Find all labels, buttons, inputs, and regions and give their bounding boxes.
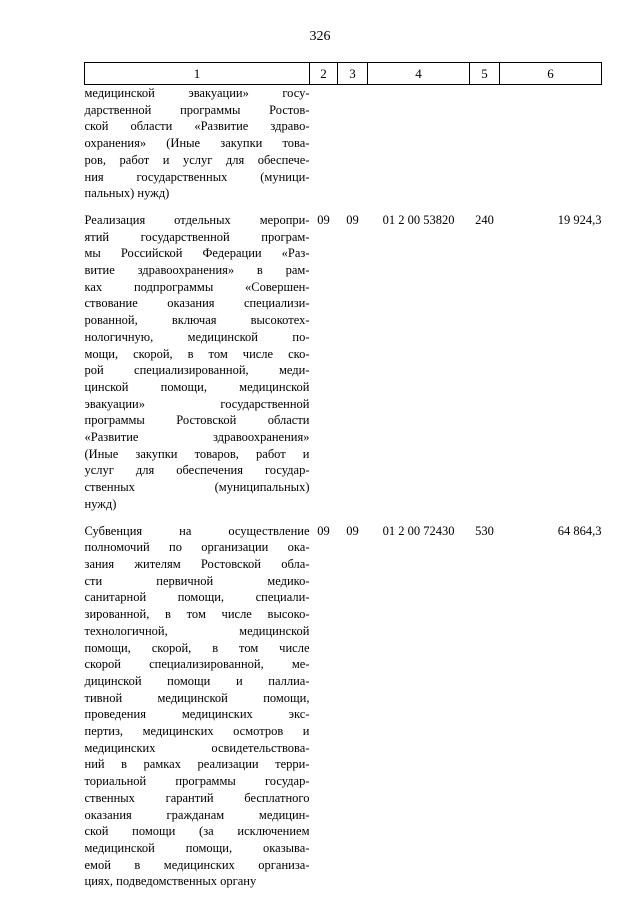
description-line: ствование оказания специализи- — [84, 296, 310, 311]
amount: 19 924,3 — [557, 212, 602, 227]
description-line: ственных (муниципальных) — [84, 480, 310, 495]
description-line: мощи, скорой, в том числе ско- — [84, 346, 310, 361]
description-line: зированной, в том числе высоко- — [84, 607, 310, 622]
description-line: нологичную, медицинской по- — [84, 329, 310, 344]
target-article-code: 01 2 00 72430 — [382, 523, 455, 538]
column-header: 4 — [368, 63, 470, 85]
description-line: ской помощи (за исключением — [84, 824, 310, 839]
description-line: сти первичной медико- — [84, 573, 310, 588]
column-header: 2 — [310, 63, 338, 85]
description-line: Реализация отдельных меропри- — [84, 212, 310, 227]
description-line: тивной медицинской помощи, — [84, 690, 310, 705]
description-line: оказания гражданам медицин- — [84, 807, 310, 822]
row-description — [85, 85, 310, 202]
description-line: зания жителям Ростовской обла- — [84, 556, 310, 571]
description-line: санитарной помощи, специали- — [84, 590, 310, 605]
description-line: ний в рамках реализации терри- — [84, 757, 310, 772]
description-line: помощи, скорой, в том числе — [84, 640, 310, 655]
description-line: полномочий по организации ока- — [84, 540, 310, 555]
page-number: 326 — [309, 29, 331, 44]
section-code: 09 — [317, 523, 330, 538]
description-line: пальных) нужд) — [84, 186, 170, 201]
row-description — [85, 523, 310, 890]
description-line: эвакуации» государственной — [84, 396, 310, 411]
section-code: 09 — [317, 212, 330, 227]
description-line: Субвенция на осуществление — [84, 523, 310, 538]
description-line: рованной, включая высокотех- — [84, 313, 310, 328]
target-article-code: 01 2 00 53820 — [382, 212, 455, 227]
description-line: технологичной, медицинской — [84, 623, 310, 638]
description-line: ках подпрограммы «Совершен- — [84, 279, 310, 294]
description-line: цинской помощи, медицинской — [84, 379, 310, 394]
row-spacer — [85, 202, 602, 212]
description-line: «Развитие здравоохранения» — [84, 430, 310, 445]
description-line: дицинской помощи и паллиа- — [84, 673, 310, 688]
description-line: охранения» (Иные закупки това- — [84, 136, 310, 151]
table-row — [85, 523, 602, 890]
subsection-code: 09 — [346, 523, 359, 538]
description-line: ториальной программы государ- — [84, 774, 310, 789]
expense-type-code — [470, 85, 500, 202]
budget-table — [84, 62, 602, 890]
amount — [500, 85, 602, 202]
subsection-code: 09 — [346, 212, 359, 227]
description-line: (Иные закупки товаров, работ и — [84, 446, 310, 461]
table-row — [85, 212, 602, 513]
table-row — [85, 85, 602, 202]
target-article-code — [368, 85, 470, 202]
description-line: рой специализированной, меди- — [84, 363, 310, 378]
description-line: циях, подведомственных органу — [84, 874, 257, 889]
description-line: ственных гарантий бесплатного — [84, 790, 310, 805]
description-line: нужд) — [84, 496, 117, 511]
description-line: медицинской помощи, оказыва- — [84, 840, 310, 855]
description-line: скорой специализированной, ме- — [84, 657, 310, 672]
column-header: 5 — [470, 63, 500, 85]
description-line: медицинских освидетельствова- — [84, 740, 310, 755]
row-spacer — [85, 513, 602, 523]
description-line: ятий государственной програм- — [84, 229, 310, 244]
description-line: ния государственных (муници- — [84, 169, 310, 184]
description-line: программы Ростовской области — [84, 413, 310, 428]
description-line: услуг для обеспечения государ- — [84, 463, 310, 478]
row-description — [85, 212, 310, 513]
column-header: 6 — [500, 63, 602, 85]
description-line: дарственной программы Ростов- — [84, 102, 310, 117]
section-code — [310, 85, 338, 202]
description-line: пертиз, медицинских осмотров и — [84, 724, 310, 739]
description-line: медицинской эвакуации» госу- — [84, 86, 310, 100]
expense-type-code: 240 — [475, 212, 494, 227]
amount: 64 864,3 — [557, 523, 602, 538]
description-line: мы Российской Федерации «Раз- — [84, 246, 310, 261]
description-line: проведения медицинских экс- — [84, 707, 310, 722]
column-header: 1 — [85, 63, 310, 85]
description-line: емой в медицинских организа- — [84, 857, 310, 872]
subsection-code — [338, 85, 368, 202]
description-line: ров, работ и услуг для обеспече- — [84, 152, 310, 167]
description-line: ской области «Развитие здраво- — [84, 119, 310, 134]
table-header-row — [85, 63, 602, 85]
description-line: витие здравоохранения» в рам- — [84, 263, 310, 278]
expense-type-code: 530 — [475, 523, 494, 538]
column-header: 3 — [338, 63, 368, 85]
